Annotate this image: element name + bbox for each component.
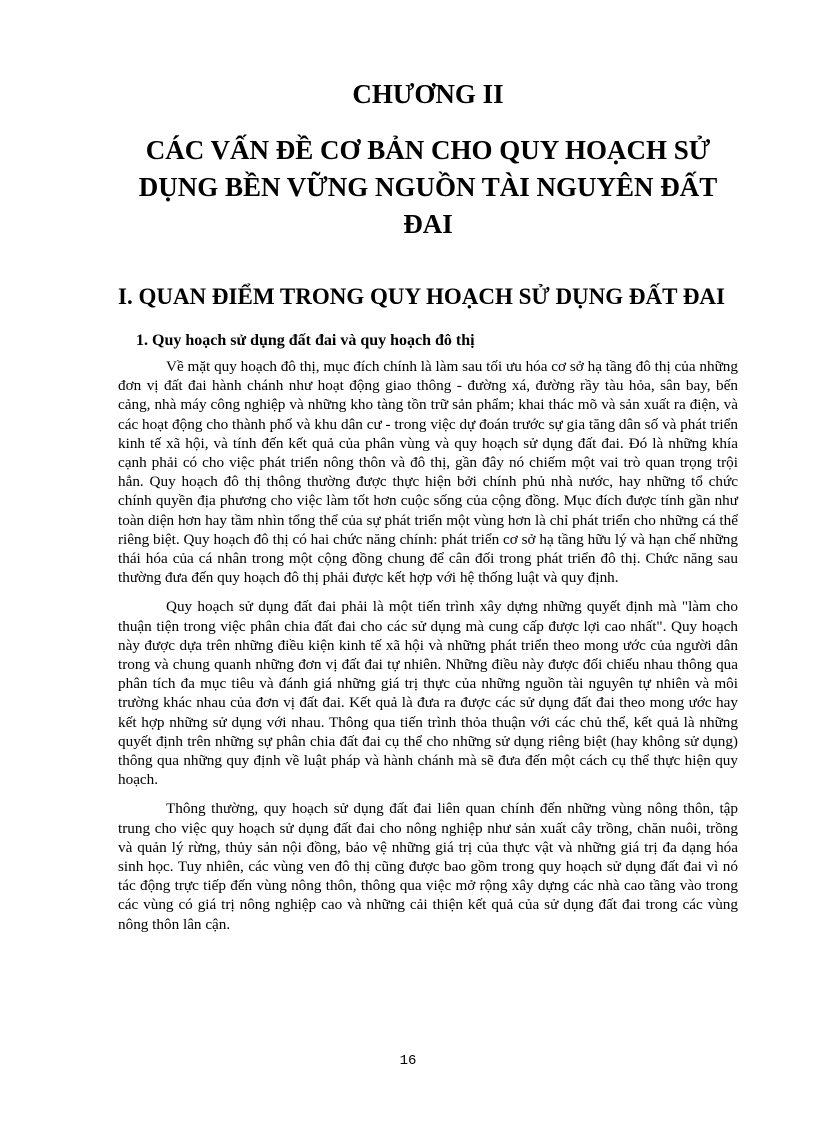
subsection-heading: 1. Quy hoạch sử dụng đất đai và quy hoạch đô thị xyxy=(136,332,475,349)
paragraph-1: Về mặt quy hoạch đô thị, mục đích chính là làm sau tối ưu hóa cơ sở hạ tầng đô thị của những đơn vị đất đai hành chánh như hoạt động giao thông - đường xá, đường rầy tàu hỏa, sân bay, bến cảng, nhà máy công nghiệp và những kho tàng tồn trữ sản phẩm; khai thác mõ và sản xuất ra điện, và các hoạt động cho thành phố và khu dân cư - trong việc dự đoán trước sự gia tăng dân số và phát triển kinh tế xã hội, và tính đến kết quả của phân vùng và quy hoạch sử dụng đất đai. Đó là những khía cạnh phải có cho việc phát triển nông thôn và đô thị, gần đây nó chiếm một vai trò quan trọng trội hẳn. Quy hoạch đô thị thông thường được thực hiện bởi chính phủ nhà nước, hay những tổ chức chính quyền địa phương cho việc làm tốt hơn cuộc sống của cộng đồng. Mục đích được tính gần như toàn diện hơn hay tầm nhìn tổng thể của sự phát triển một vùng hơn là chỉ phát triển cho những cá thể riêng biệt. Quy hoạch đô thị có hai chức năng chính: phát triển cơ sở hạ tầng hữu lý và hạn chế những thái hóa của cá nhân trong một cộng đồng chung để cân đối trong phát triển đô thị. Chức năng sau thường đưa đến quy hoạch đô thị phải được kết hợp với hệ thống luật và quy định. xyxy=(118,358,738,587)
paragraph-2: Quy hoạch sử dụng đất đai phải là một tiến trình xây dựng những quyết định mà "làm cho thuận tiện trong việc phân chia đất đai cho các sử dụng mà cung cấp được lợi cao nhất". Quy hoạch này được dựa trên những điều kiện kinh tế xã hội và những phát triển theo mong ước của người dân trong và chung quanh những đơn vị đất đai tự nhiên. Những điều này được đối chiếu nhau thông qua phân tích đa mục tiêu và đánh giá những giá trị thực của những nguồn tài nguyên tự nhiên và môi trường khác nhau của đơn vị đất đai. Kết quả là đưa ra được các sử dụng đất đai theo mong ước hay kết hợp những sử dụng với nhau. Thông qua tiến trình thỏa thuận với các chủ thể, kết quả là những quyết định trên những sự phân chia đất đai cụ thể cho những sử dụng riêng biệt (hay không sử dụng) thông qua những quy định về luật pháp và hành chánh mà sẽ đưa đến một cách cụ thể thực hiện quy hoạch. xyxy=(118,598,738,789)
paragraph-3: Thông thường, quy hoạch sử dụng đất đai liên quan chính đến những vùng nông thôn, tập trung cho việc quy hoạch sử dụng đất đai cho nông nghiệp như sản xuất cây trồng, chăn nuôi, trồng và quản lý rừng, thủy sản nội đồng, bảo vệ những giá trị của thực vật và những giá trị đa dạng hóa sinh học. Tuy nhiên, các vùng ven đô thị cũng được bao gồm trong quy hoạch sử dụng đất đai vì nó tác động trực tiếp đến vùng nông thôn, thông qua việc mở rộng xây dựng các nhà cao tầng vào trong các vùng có giá trị nông nghiệp cao và những cải thiện kết quả của sử dụng đất đai trong các vùng nông thôn lân cận. xyxy=(118,800,738,933)
section-heading: I. QUAN ĐIỂM TRONG QUY HOẠCH SỬ DỤNG ĐẤT ĐAI xyxy=(118,284,725,309)
chapter-label: CHƯƠNG II xyxy=(352,79,504,109)
chapter-title: CÁC VẤN ĐỀ CƠ BẢN CHO QUY HOẠCH SỬ DỤNG BỀN VỮNG NGUỒN TÀI NGUYÊN ĐẤT ĐAI xyxy=(138,135,718,239)
page-number: 16 xyxy=(399,1053,417,1069)
